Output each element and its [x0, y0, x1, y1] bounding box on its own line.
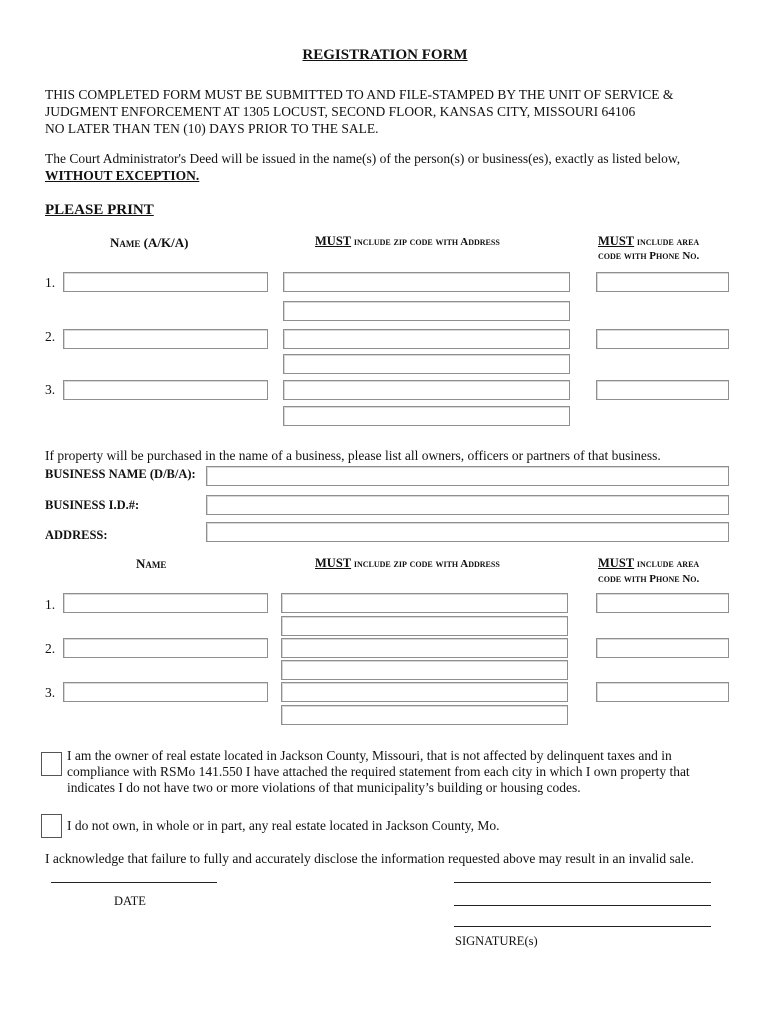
person-3-address-field-1[interactable]: [283, 380, 570, 400]
business-col-header-name: Name: [136, 556, 167, 571]
business-col-header-phone: [598, 556, 699, 572]
signature-line-1[interactable]: [454, 882, 711, 883]
owner-checkbox[interactable]: [41, 752, 62, 776]
officer-3-phone-field[interactable]: [596, 682, 729, 702]
row-number-1: 1.: [45, 275, 56, 290]
person-2-phone-field[interactable]: [596, 329, 729, 349]
officer-1-phone-field[interactable]: [596, 593, 729, 613]
not-owner-checkbox[interactable]: [41, 814, 62, 838]
address-header-text: include zip code with Address: [353, 558, 500, 570]
person-1-address-field-2[interactable]: [283, 301, 570, 321]
owner-statement-line-2: compliance with RSMo 141.550 I have attached the required statement from each city in which I own property that: [67, 764, 690, 779]
business-name-label: BUSINESS NAME (D/B/A):: [45, 467, 196, 481]
officer-1-name-field[interactable]: [63, 593, 268, 613]
owner-statement-line-1: I am the owner of real estate located in Jackson County, Missouri, that is not affected by delinquent taxes and in: [67, 748, 672, 763]
person-2-address-field-2[interactable]: [283, 354, 570, 374]
date-line[interactable]: [51, 882, 217, 883]
business-address-field[interactable]: [206, 522, 729, 542]
intro-line-2: JUDGMENT ENFORCEMENT AT 1305 LOCUST, SECOND FLOOR, KANSAS CITY, MISSOURI 64106: [45, 104, 636, 119]
intro-line-3: NO LATER THAN TEN (10) DAYS PRIOR TO THE SALE.: [45, 121, 379, 136]
deed-note-emphasis: WITHOUT EXCEPTION.: [45, 168, 200, 183]
person-1-address-field-1[interactable]: [283, 272, 570, 292]
officer-3-address-field-2[interactable]: [281, 705, 568, 725]
owner-statement: [67, 748, 690, 796]
must-label: MUST: [598, 234, 635, 248]
signature-label: SIGNATURE(s): [455, 934, 538, 948]
acknowledgement: I acknowledge that failure to fully and accurately disclose the information requested above may result in an invalid sale.: [45, 851, 694, 866]
col-header-phone: [598, 234, 699, 250]
business-id-label: BUSINESS I.D.#:: [45, 498, 140, 512]
must-label: MUST: [315, 234, 352, 248]
officer-2-phone-field[interactable]: [596, 638, 729, 658]
officer-3-address-field-1[interactable]: [281, 682, 568, 702]
not-owner-statement: I do not own, in whole or in part, any real estate located in Jackson County, Mo.: [67, 818, 500, 833]
deed-note: The Court Administrator's Deed will be issued in the name(s) of the person(s) or business(es), exactly as listed below,: [45, 151, 681, 166]
col-header-phone-2: code with Phone No.: [598, 250, 700, 262]
business-col-header-address: [315, 556, 500, 572]
business-row-number-3: 3.: [45, 685, 56, 700]
owner-statement-line-3: indicates I do not have two or more violations of that municipality’s building or housing codes.: [67, 780, 581, 795]
business-row-number-1: 1.: [45, 597, 56, 612]
business-note: If property will be purchased in the name of a business, please list all owners, officers or partners of that business.: [45, 448, 661, 463]
officer-2-name-field[interactable]: [63, 638, 268, 658]
officer-1-address-field-1[interactable]: [281, 593, 568, 613]
page-title: REGISTRATION FORM: [302, 47, 468, 63]
person-2-address-field-1[interactable]: [283, 329, 570, 349]
person-1-name-field[interactable]: [63, 272, 268, 292]
person-3-name-field[interactable]: [63, 380, 268, 400]
business-address-label: ADDRESS:: [45, 528, 108, 542]
row-number-3: 3.: [45, 382, 56, 397]
signature-line-2[interactable]: [454, 905, 711, 906]
must-label: MUST: [315, 556, 352, 570]
intro-line-1: THIS COMPLETED FORM MUST BE SUBMITTED TO AND FILE-STAMPED BY THE UNIT OF SERVICE &: [45, 87, 674, 102]
officer-2-address-field-1[interactable]: [281, 638, 568, 658]
phone-header-text-1: include area: [636, 236, 700, 248]
col-header-name: Name (A/K/A): [110, 235, 189, 250]
person-1-phone-field[interactable]: [596, 272, 729, 292]
officer-3-name-field[interactable]: [63, 682, 268, 702]
signature-line-3[interactable]: [454, 926, 711, 927]
date-label: DATE: [114, 894, 146, 908]
please-print-heading: PLEASE PRINT: [45, 202, 154, 218]
row-number-2: 2.: [45, 329, 56, 344]
business-row-number-2: 2.: [45, 641, 56, 656]
person-3-address-field-2[interactable]: [283, 406, 570, 426]
phone-header-text-1: include area: [636, 558, 700, 570]
must-label: MUST: [598, 556, 635, 570]
person-3-phone-field[interactable]: [596, 380, 729, 400]
business-name-field[interactable]: [206, 466, 729, 486]
address-header-text: include zip code with Address: [353, 236, 500, 248]
officer-2-address-field-2[interactable]: [281, 660, 568, 680]
officer-1-address-field-2[interactable]: [281, 616, 568, 636]
person-2-name-field[interactable]: [63, 329, 268, 349]
business-col-header-phone-2: code with Phone No.: [598, 573, 700, 585]
business-id-field[interactable]: [206, 495, 729, 515]
col-header-address: [315, 234, 500, 250]
